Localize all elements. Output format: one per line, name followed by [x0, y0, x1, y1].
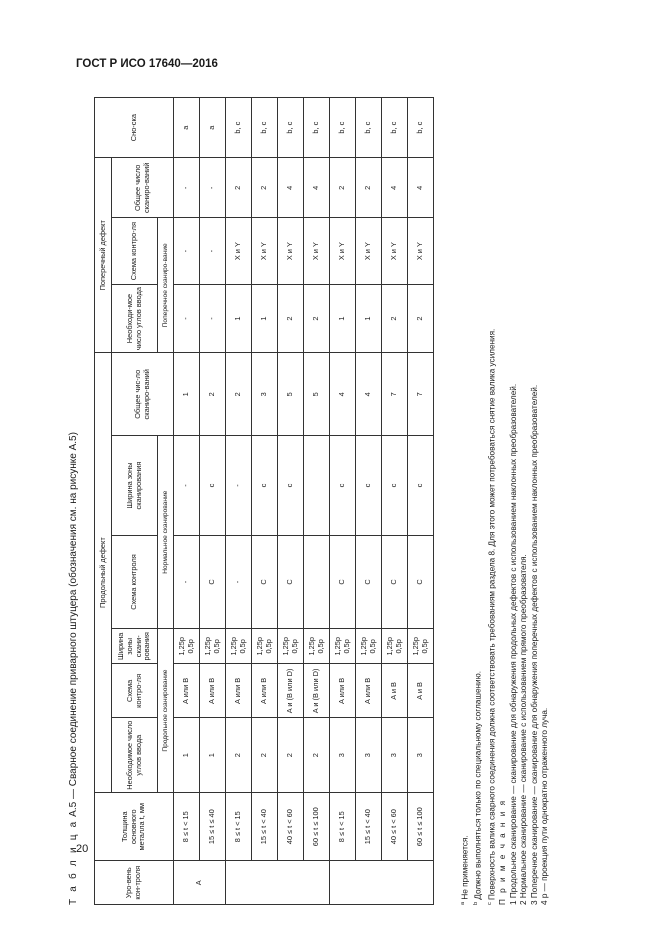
footnote-c: $^c$ Поверхность валика сварного соединения должна соответствовать требованиям раздела 8. Для этого может потребоваться снятие валика усиления.: [486, 328, 497, 905]
zone-width-line-1: 1,25p: [410, 637, 420, 656]
cell-scheme2: C: [382, 535, 408, 628]
cell-thickness: 15 ≤ t < 40: [252, 793, 278, 861]
col-total-scans-t: Общее число сканиро-ваний: [112, 158, 174, 218]
cell-footnote: b, c: [226, 98, 252, 158]
cell-req-angles-t: 1: [356, 284, 382, 352]
cell-scheme: A или B: [330, 664, 356, 718]
col-notes: Сно-ска: [95, 98, 174, 158]
sub-normal: Нормальное сканирование: [158, 436, 174, 629]
cell-footnote: b, c: [382, 98, 408, 158]
cell-total-scans-t: 2: [252, 158, 278, 218]
cell-total-scans-t: 4: [382, 158, 408, 218]
cell-req-angles: 3: [382, 718, 408, 793]
col-req-angles: Необходимое число углов ввода: [112, 718, 158, 793]
cell-zone-width2: [304, 436, 330, 536]
cell-level: [330, 861, 434, 905]
cell-req-angles-t: 1: [226, 284, 252, 352]
zone-width-line-1: 1,25p: [176, 637, 186, 656]
cell-scheme2: C: [408, 535, 434, 628]
cell-zone-width: [278, 629, 304, 664]
cell-req-angles: 1: [174, 718, 200, 793]
cell-req-angles-t: -: [200, 284, 226, 352]
cell-footnote: b, c: [356, 98, 382, 158]
cell-req-angles-t: -: [174, 284, 200, 352]
zone-width-line-2: 0,5p: [237, 639, 247, 654]
cell-req-angles: 2: [252, 718, 278, 793]
table-row: [226, 98, 252, 905]
cell-total-scans: 4: [356, 353, 382, 436]
cell-scheme: A и B: [382, 664, 408, 718]
col-req-angles-t: Необходи-мое число углов ввода: [112, 284, 158, 352]
cell-total-scans: 5: [304, 353, 330, 436]
cell-total-scans: 5: [278, 353, 304, 436]
cell-zone-width2: c: [200, 436, 226, 536]
cell-zone-width: [356, 629, 382, 664]
zone-width-line-2: 0,5p: [185, 639, 195, 654]
cell-req-angles-t: 1: [330, 284, 356, 352]
cell-req-angles: 3: [330, 718, 356, 793]
zone-width-line-1: 1,25p: [358, 637, 368, 656]
cell-req-angles-t: 2: [304, 284, 330, 352]
cell-scheme-t: X и Y: [278, 218, 304, 284]
cell-scheme2: C: [330, 535, 356, 628]
col-zone-width2: Ширина зоны сканирования: [112, 436, 158, 536]
cell-total-scans-t: 4: [304, 158, 330, 218]
cell-total-scans: 4: [330, 353, 356, 436]
cell-total-scans-t: 2: [356, 158, 382, 218]
note-2: 2 Нормальное сканирование — сканирование с использованием прямого преобразователя.: [519, 554, 529, 905]
cell-req-angles-t: 2: [382, 284, 408, 352]
cell-scheme-t: X и Y: [226, 218, 252, 284]
cell-req-angles-t: 2: [408, 284, 434, 352]
col-transverse-defect: Поперечный дефект: [95, 158, 112, 353]
col-scheme-t: Схема контро-ля: [112, 218, 158, 284]
cell-zone-width2: c: [330, 436, 356, 536]
cell-scheme: A или B: [252, 664, 278, 718]
cell-scheme2: -: [226, 535, 252, 628]
sub-transverse: Поперечное сканиро-вание: [158, 218, 174, 353]
cell-zone-width2: c: [382, 436, 408, 536]
document-header: ГОСТ Р ИСО 17640—2016: [76, 58, 218, 70]
note-4: 4 p — проекция пути однократно отраженного луча.: [540, 707, 550, 905]
table-row: [330, 98, 356, 905]
col-zone-width: Ширина зоны скани-рования: [112, 629, 158, 664]
cell-zone-width2: -: [174, 436, 200, 536]
cell-total-scans: 2: [200, 353, 226, 436]
page-number: 20: [76, 843, 89, 855]
table-row: [304, 98, 330, 905]
cell-req-angles: 2: [226, 718, 252, 793]
table-row: [174, 98, 200, 905]
zone-width-line-1: 1,25p: [306, 637, 316, 656]
notes-heading: П р и м е ч а н и я: [497, 798, 507, 905]
cell-footnote: b, c: [252, 98, 278, 158]
zone-width-line-2: 0,5p: [263, 639, 273, 654]
cell-scheme-t: X и Y: [252, 218, 278, 284]
cell-thickness: 60 ≤ t ≤ 100: [408, 793, 434, 861]
table-row: [200, 98, 226, 905]
cell-thickness: 60 ≤ t ≤ 100: [304, 793, 330, 861]
cell-total-scans: 7: [382, 353, 408, 436]
cell-scheme: A или B: [174, 664, 200, 718]
cell-req-angles: 2: [278, 718, 304, 793]
col-scheme2: Схема контроля: [112, 535, 158, 628]
footnote-a: $^a$ Не применяется.: [460, 835, 470, 905]
zone-width-line-2: 0,5p: [315, 639, 325, 654]
footnote-b: $^b$ Должно выполняться только по специальному соглашению.: [473, 670, 484, 905]
cell-req-angles: 3: [356, 718, 382, 793]
note-3: 3 Поперечное сканирование — сканирование для обнаружения поперечных дефектов с использованием наклонных преобразователей.: [529, 384, 539, 905]
cell-scheme2: C: [252, 535, 278, 628]
table-row: [278, 98, 304, 905]
cell-zone-width: [174, 629, 200, 664]
cell-zone-width: [304, 629, 330, 664]
zone-width-line-1: 1,25p: [228, 637, 238, 656]
zone-width-line-1: 1,25p: [254, 637, 264, 656]
cell-zone-width: [330, 629, 356, 664]
cell-total-scans-t: -: [174, 158, 200, 218]
col-scheme: Схема контро-ля: [112, 664, 158, 718]
cell-zone-width: [408, 629, 434, 664]
col-total-scans: Общее чис-ло сканиро-ваний: [112, 353, 174, 436]
col-level: Уро-вень кон-троля: [95, 861, 174, 905]
caption-prefix: Т а б л и ц а: [68, 819, 79, 905]
zone-width-line-2: 0,5p: [211, 639, 221, 654]
cell-scheme-t: X и Y: [330, 218, 356, 284]
cell-scheme-t: X и Y: [382, 218, 408, 284]
cell-scheme-t: -: [174, 218, 200, 284]
cell-req-angles: 1: [200, 718, 226, 793]
cell-scheme-t: X и Y: [304, 218, 330, 284]
table-row: [356, 98, 382, 905]
table-caption: [68, 432, 79, 905]
zone-width-line-2: 0,5p: [367, 639, 377, 654]
rotated-table-block: [66, 90, 581, 925]
cell-total-scans-t: 2: [330, 158, 356, 218]
zone-width-line-2: 0,5p: [341, 639, 351, 654]
notes-block: [458, 105, 551, 905]
cell-footnote: a: [174, 98, 200, 158]
zone-width-line-2: 0,5p: [393, 639, 403, 654]
cell-thickness: 8 ≤ t < 15: [330, 793, 356, 861]
footnote-c-text: Поверхность валика сварного соединения должна соответствовать требованиям раздела 8. Для этого может потребоваться снятие валика усиления.: [487, 328, 497, 900]
zone-width-line-1: 1,25p: [332, 637, 342, 656]
cell-level: A: [174, 861, 226, 905]
col-thickness: Толщина основного металла t, мм: [95, 793, 174, 861]
cell-scheme2: C: [278, 535, 304, 628]
cell-zone-width2: -: [226, 436, 252, 536]
table-body: [174, 98, 434, 905]
table-row: [408, 98, 434, 905]
zone-width-line-2: 0,5p: [419, 639, 429, 654]
cell-scheme: A и (B или D): [278, 664, 304, 718]
cell-zone-width2: c: [356, 436, 382, 536]
cell-total-scans-t: -: [200, 158, 226, 218]
cell-scheme: A и B: [408, 664, 434, 718]
cell-req-angles: 3: [408, 718, 434, 793]
cell-total-scans-t: 4: [278, 158, 304, 218]
table-row: [382, 98, 408, 905]
cell-footnote: b, c: [304, 98, 330, 158]
cell-total-scans-t: 2: [226, 158, 252, 218]
cell-scheme: A или B: [356, 664, 382, 718]
cell-thickness: 40 ≤ t < 60: [278, 793, 304, 861]
cell-zone-width: [382, 629, 408, 664]
cell-zone-width2: c: [278, 436, 304, 536]
cell-total-scans-t: 4: [408, 158, 434, 218]
cell-thickness: 8 ≤ t < 15: [174, 793, 200, 861]
zone-width-line-1: 1,25p: [280, 637, 290, 656]
cell-total-scans: 7: [408, 353, 434, 436]
table-row: [252, 98, 278, 905]
zone-width-line-1: 1,25p: [384, 637, 394, 656]
cell-footnote: a: [200, 98, 226, 158]
cell-footnote: b, c: [330, 98, 356, 158]
cell-footnote: b, c: [278, 98, 304, 158]
cell-req-angles-t: 1: [252, 284, 278, 352]
zone-width-line-1: 1,25p: [202, 637, 212, 656]
cell-scheme: A и (B или D): [304, 664, 330, 718]
cell-scheme-t: X и Y: [356, 218, 382, 284]
cell-zone-width: [200, 629, 226, 664]
note-1: 1 Продольное сканирование — сканирование для обнаружения продольных дефектов с использованием наклонных преобразователей.: [508, 383, 518, 905]
data-table: [94, 97, 434, 905]
cell-scheme2: -: [174, 535, 200, 628]
cell-level: [226, 861, 330, 905]
cell-total-scans: 3: [252, 353, 278, 436]
cell-zone-width2: c: [252, 436, 278, 536]
cell-scheme-t: X и Y: [408, 218, 434, 284]
cell-thickness: 15 ≤ t ≤ 40: [200, 793, 226, 861]
cell-scheme: A или B: [200, 664, 226, 718]
col-longitudinal-defect: Продольный дефект: [95, 353, 112, 793]
zone-width-line-2: 0,5p: [289, 639, 299, 654]
cell-total-scans: 1: [174, 353, 200, 436]
cell-scheme2: C: [356, 535, 382, 628]
cell-zone-width: [226, 629, 252, 664]
cell-req-angles-t: 2: [278, 284, 304, 352]
footnote-b-text: Должно выполняться только по специальному соглашению.: [474, 670, 484, 900]
cell-scheme2: C: [200, 535, 226, 628]
cell-zone-width2: c: [408, 436, 434, 536]
cell-thickness: 8 ≤ t < 15: [226, 793, 252, 861]
caption-text: А.5 — Сварное соединение приварного штуцера (обозначения см. на рисунке А.5): [68, 432, 79, 820]
cell-thickness: 40 ≤ t < 60: [382, 793, 408, 861]
cell-thickness: 15 ≤ t < 40: [356, 793, 382, 861]
cell-scheme: A или B: [226, 664, 252, 718]
cell-req-angles: 2: [304, 718, 330, 793]
footnote-a-text: Не применяется.: [460, 835, 470, 900]
cell-footnote: b, c: [408, 98, 434, 158]
sub-longitudinal: Продольное сканирование: [158, 629, 174, 793]
cell-scheme2: [304, 535, 330, 628]
cell-scheme-t: -: [200, 218, 226, 284]
cell-total-scans: 2: [226, 353, 252, 436]
cell-zone-width: [252, 629, 278, 664]
